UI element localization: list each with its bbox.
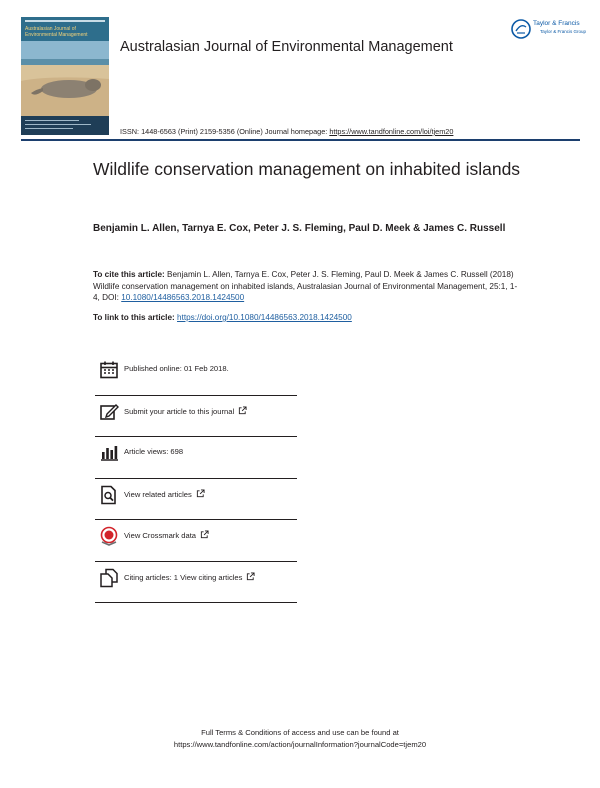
journal-homepage-link[interactable]: https://www.tandfonline.com/loi/tjem20 <box>329 127 454 136</box>
citing-documents-icon <box>99 568 119 588</box>
article-doi-url-link[interactable]: https://doi.org/10.1080/14486563.2018.1424500 <box>177 313 352 322</box>
crossmark-item[interactable] <box>95 520 297 562</box>
publisher-group-name: Taylor & Francis Group <box>540 29 587 34</box>
article-link-line <box>93 313 352 322</box>
submit-article-label[interactable]: Submit your article to this journal <box>124 406 247 416</box>
article-metadata-list <box>95 354 297 603</box>
article-views-label: Article views: 698 <box>124 447 184 456</box>
journal-cover-image <box>21 17 109 135</box>
issn-text: ISSN: 1448-6563 (Print) 2159-5356 (Online) Journal homepage: <box>120 127 330 136</box>
citing-articles-item[interactable] <box>95 562 297 604</box>
document-search-icon <box>99 485 119 505</box>
cover-title-line1: Australasian Journal of <box>25 26 76 32</box>
cite-label: To cite this article: <box>93 270 165 279</box>
article-title: Wildlife conservation management on inhabited islands <box>93 159 521 179</box>
submit-article-item[interactable] <box>95 396 297 438</box>
doi-link[interactable]: 10.1080/14486563.2018.1424500 <box>121 293 245 302</box>
related-articles-item[interactable] <box>95 479 297 521</box>
publisher-name: Taylor & Francis <box>533 20 580 27</box>
external-link-icon <box>200 530 209 539</box>
related-articles-label[interactable]: View related articles <box>124 489 205 499</box>
external-link-icon <box>196 489 205 498</box>
bar-chart-icon <box>99 443 119 463</box>
link-label: To link to this article: <box>93 313 178 322</box>
footer-terms-url[interactable]: https://www.tandfonline.com/action/journalInformation?journalCode=tjem20 <box>173 739 427 749</box>
publisher-logo[interactable] <box>510 17 587 41</box>
cover-footer-band <box>21 116 109 135</box>
crossmark-icon <box>99 526 119 546</box>
terms-footer <box>0 727 600 750</box>
crossmark-label[interactable]: View Crossmark data <box>124 530 209 540</box>
taylor-francis-logo-icon <box>510 18 532 40</box>
edit-pencil-icon <box>99 402 119 422</box>
cover-title-line2: Environmental Management <box>25 32 88 38</box>
published-online-label: Published online: 01 Feb 2018. <box>124 364 229 373</box>
article-authors: Benjamin L. Allen, Tarnya E. Cox, Peter J. S. Fleming, Paul D. Meek & James C. Russell <box>93 223 506 234</box>
external-link-icon <box>246 572 255 581</box>
external-link-icon <box>238 406 247 415</box>
article-views-item <box>95 437 297 479</box>
calendar-icon <box>99 360 119 380</box>
header-divider <box>21 139 580 141</box>
cover-top-band <box>25 20 105 22</box>
footer-terms-text: Full Terms & Conditions of access and use can be found at <box>201 728 399 737</box>
cover-photo-seal <box>21 41 109 116</box>
citation-block <box>93 269 518 304</box>
published-online-item <box>95 354 297 396</box>
issn-homepage-line <box>120 127 453 136</box>
citing-articles-label[interactable]: Citing articles: 1 View citing articles <box>124 572 255 582</box>
cite-text: Benjamin L. Allen, Tarnya E. Cox, Peter J. S. Fleming, Paul D. Meek & James C. Russell (2018) Wildlife conservation management on inhabited islands, Australasian Journal of Environmental Management, 25:1, 1-4, DOI: <box>93 270 518 302</box>
journal-title: Australasian Journal of Environmental Management <box>120 39 453 55</box>
